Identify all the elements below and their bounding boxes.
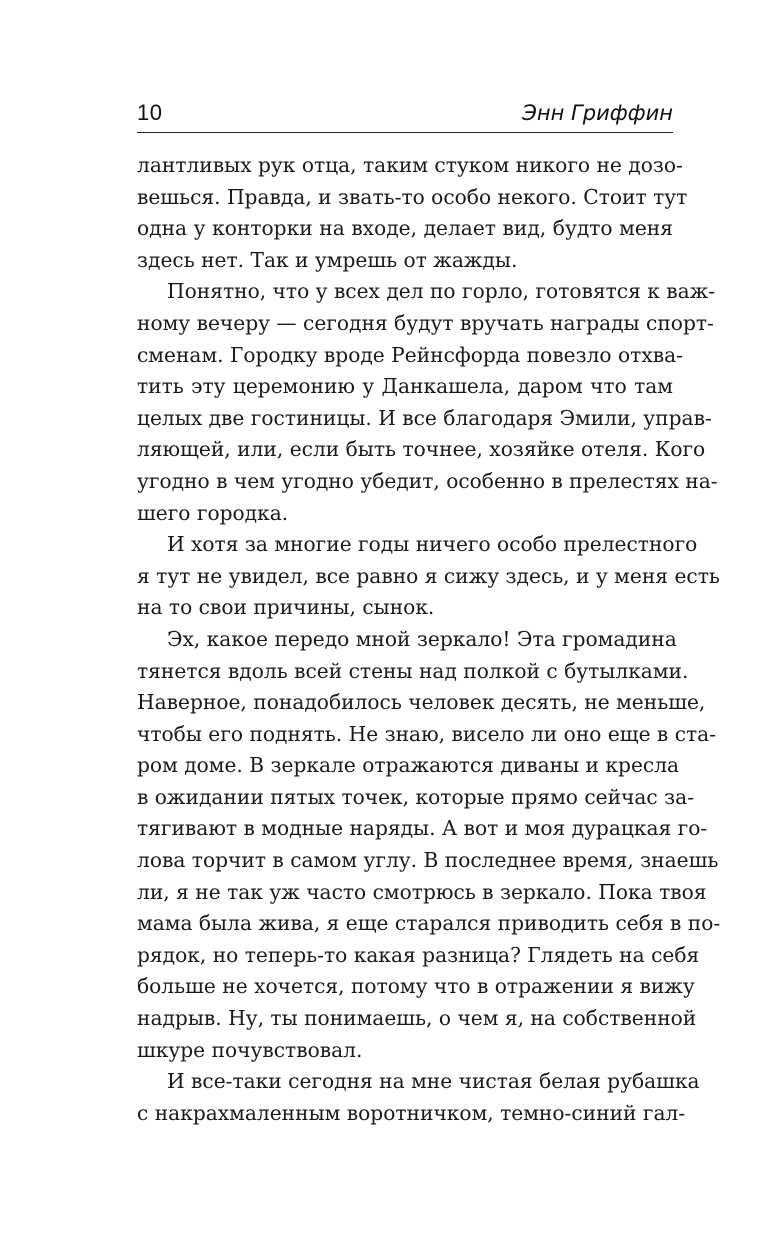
text-line: И хотя за многие годы ничего особо прелестного [167,532,698,557]
text-line: шего городка. [137,500,289,525]
text-line: ляющей, или, если быть точнее, хозяйке отеля. Кого [137,437,706,462]
text-line: в ожидании пятых точек, которые прямо сейчас за- [137,784,695,809]
page-number: 10 [137,100,163,125]
text-line: угодно в чем угодно убедит, особенно в прелестях на- [137,468,718,493]
text-line: одна у конторки на входе, делает вид, будто меня [137,216,673,241]
text-line: я тут не увидел, все равно я сижу здесь, и у меня есть [137,563,720,588]
text-line: вешься. Правда, и звать-то особо некого. Стоит тут [137,184,688,209]
running-title-author: Энн Гриффин [522,101,673,125]
text-line: рядок, но теперь-то какая разница? Глядеть на себя [137,942,700,967]
text-line: лова торчит в самом углу. В последнее время, знаешь [137,848,719,873]
paragraph [137,529,720,624]
text-line: шкуре почувствовал. [137,1037,363,1062]
text-line: ром доме. В зеркале отражаются диваны и кресла [137,753,680,778]
text-line: мама была жива, я еще старался приводить себя в по- [137,911,721,936]
text-line: ному вечеру — сегодня будут вручать награды спорт- [137,310,714,335]
text-line: здесь нет. Так и умрешь от жажды. [137,247,518,272]
text-line: Понятно, что у всех дел по горло, готовятся к важ- [167,279,716,304]
text-line: тянется вдоль всей стены над полкой с бутылками. [137,658,689,683]
text-line: чтобы его поднять. Не знаю, висело ли оно еще в ста- [137,721,717,746]
running-header [137,96,673,133]
text-line: ли, я не так уж часто смотрюсь в зеркало. Пока твоя [137,879,707,904]
paragraph [137,276,718,529]
text-line: целых две гостиницы. И все благодаря Эмили, управ- [137,405,712,430]
text-line: больше не хочется, потому что в отражении я вижу [137,974,695,999]
body-text [137,150,721,1129]
text-line: тягивают в модные наряды. А вот и моя дурацкая го- [137,816,708,841]
text-line: И все-таки сегодня на мне чистая белая рубашка [167,1069,700,1094]
text-line: с накрахмаленным воротничком, темно-синий гал- [137,1100,686,1125]
paragraph [137,1066,700,1129]
paragraph [137,624,721,1066]
text-line: сменам. Городку вроде Рейнсфорда повезло отхва- [137,342,683,367]
text-line: надрыв. Ну, ты понимаешь, о чем я, на собственной [137,1006,697,1031]
text-line: лантливых рук отца, таким стуком никого не дозо- [137,153,683,177]
text-line: Эх, какое передо мной зеркало! Эта громадина [167,626,677,651]
text-line: Наверное, понадобилось человек десять, не меньше, [137,690,706,715]
text-line: тить эту церемонию у Данкашела, даром что там [137,374,673,399]
paragraph [137,150,688,276]
text-line: на то свои причины, сынок. [137,595,435,620]
